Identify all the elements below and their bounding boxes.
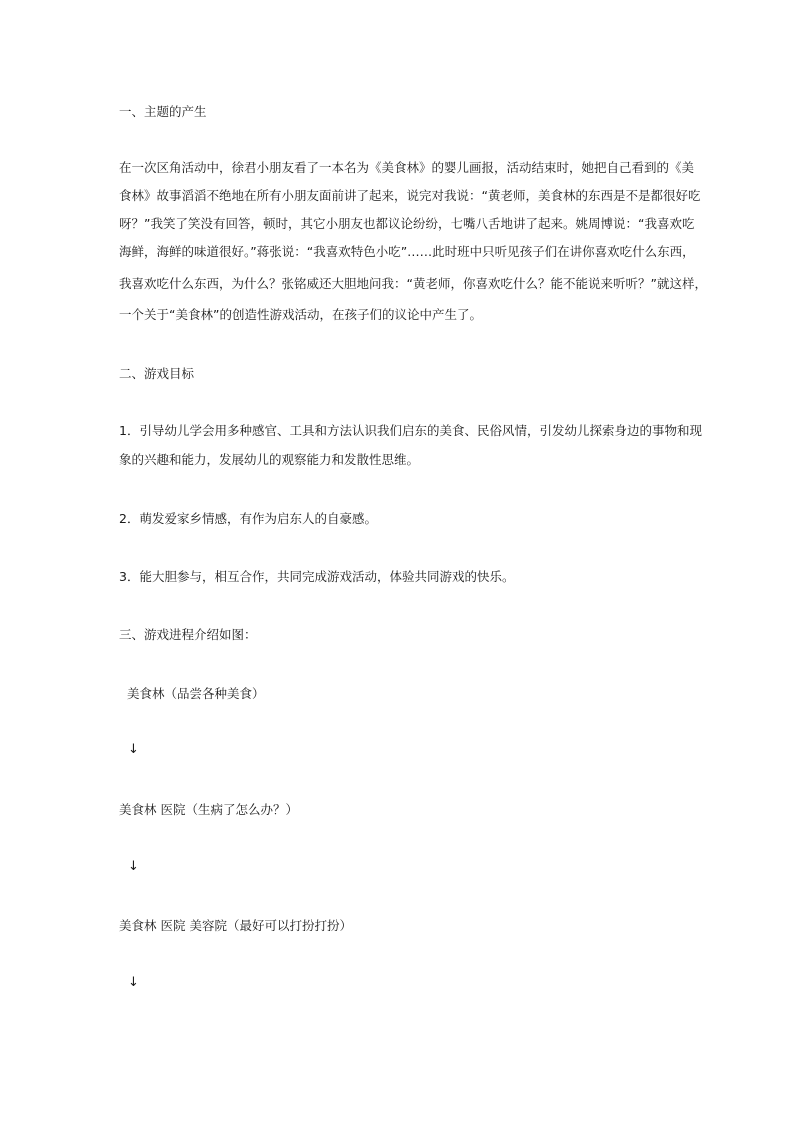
section2-heading: 二、游戏目标: [119, 366, 195, 381]
down-arrow-icon: ↓: [128, 742, 139, 757]
goal-1-line-2: 象的兴趣和能力，发展幼儿的观察能力和发散性思维。: [119, 452, 420, 467]
section1-paragraph-line-1: 在一次区角活动中，徐君小朋友看了一本名为《美食林》的婴儿画报，活动结束时，她把自己看到的《美: [119, 160, 695, 175]
section1-paragraph-line-2: 食林》故事滔滔不绝地在所有小朋友面前讲了起来，说完对我说：“黄老师，美食林的东西是不是都很好吃: [119, 188, 701, 203]
goal-3: 3．能大胆参与，相互合作，共同完成游戏活动，体验共同游戏的快乐。: [119, 569, 515, 584]
down-arrow-icon: ↓: [128, 859, 139, 874]
down-arrow-icon: ↓: [128, 975, 139, 990]
section1-paragraph-line-6: 一个关于“美食林”的创造性游戏活动，在孩子们的议论中产生了。: [119, 307, 482, 322]
process-step-2: 美食林 医院（生病了怎么办？）: [119, 802, 298, 817]
section1-paragraph-line-4: 海鲜，海鲜的味道很好。”蒋张说：“我喜欢特色小吃”……此时班中只听见孩子们在讲你喜欢吃什么东西，: [119, 244, 695, 259]
process-step-3: 美食林 医院 美容院（最好可以打扮打扮）: [119, 918, 352, 933]
process-step-1: 美食林（品尝各种美食）: [127, 686, 265, 701]
section3-heading: 三、游戏进程介绍如图：: [119, 627, 257, 642]
section1-paragraph-line-5: 我喜欢吃什么东西，为什么？张铭威还大胆地问我：“黄老师，你喜欢吃什么？能不能说来听听？”就这样，: [119, 276, 707, 291]
section1-heading: 一、主题的产生: [119, 104, 207, 119]
goal-2: 2．萌发爱家乡情感，有作为启东人的自豪感。: [119, 511, 377, 526]
section1-paragraph-line-3: 呀？”我笑了笑没有回答，顿时，其它小朋友也都议论纷纷，七嘴八舌地讲了起来。姚周博说：“我喜欢吃: [119, 216, 695, 231]
goal-1-line-1: 1．引导幼儿学会用多种感官、工具和方法认识我们启东的美食、民俗风情，引发幼儿探索身边的事物和现: [119, 423, 702, 438]
